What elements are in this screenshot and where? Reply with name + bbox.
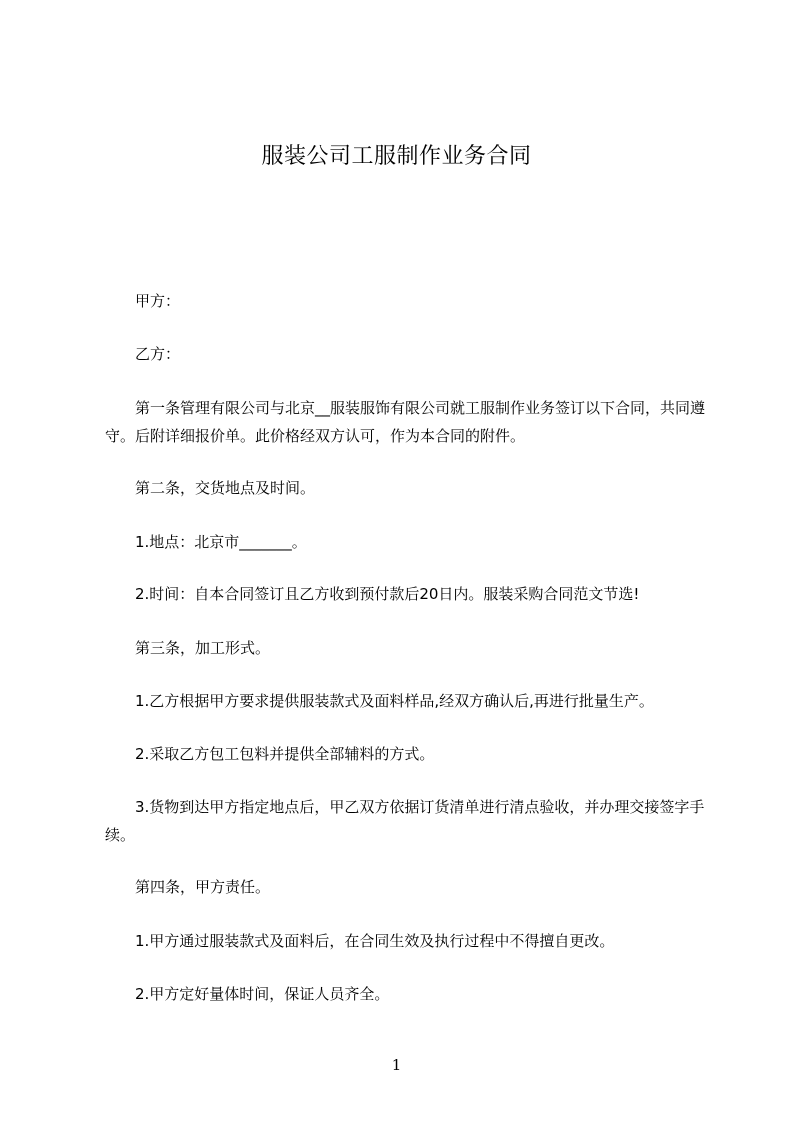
paragraph-article-3-heading: 第三条，加工形式。	[135, 639, 271, 657]
paragraph-article-4-item-1: 1.甲方通过服装款式及面料后，在合同生效及执行过程中不得擅自更改。	[135, 932, 615, 950]
paragraph-article-3-item-2: 2.采取乙方包工包料并提供全部辅料的方式。	[135, 745, 435, 763]
paragraph-article-1: 第一条管理有限公司与北京__服装服饰有限公司就工服制作业务签订以下合同，共同遵守。后附详细报价单。此价格经双方认可，作为本合同的附件。	[105, 399, 706, 445]
paragraph-article-2-item-2: 2.时间：自本合同签订且乙方收到预付款后20日内。服装采购合同范文节选!	[135, 585, 640, 603]
paragraph-party-a: 甲方：	[135, 292, 181, 310]
paragraph-article-3-item-3: 3.货物到达甲方指定地点后，甲乙双方依据订货清单进行清点验收，并办理交接签字手续。	[105, 798, 705, 844]
paragraph-party-b: 乙方：	[135, 345, 181, 363]
page-number: 1	[391, 1056, 402, 1074]
paragraph-article-2-item-1: 1.地点：北京市_______。	[135, 533, 307, 551]
paragraph-article-3-item-1: 1.乙方根据甲方要求提供服装款式及面料样品,经双方确认后,再进行批量生产。	[135, 692, 654, 710]
paragraph-article-2-heading: 第二条，交货地点及时间。	[135, 479, 316, 497]
paragraph-article-4-heading: 第四条，甲方责任。	[135, 878, 271, 896]
paragraph-article-4-item-2: 2.甲方定好量体时间，保证人员齐全。	[135, 985, 390, 1003]
document-title: 服装公司工服制作业务合同	[261, 144, 532, 169]
